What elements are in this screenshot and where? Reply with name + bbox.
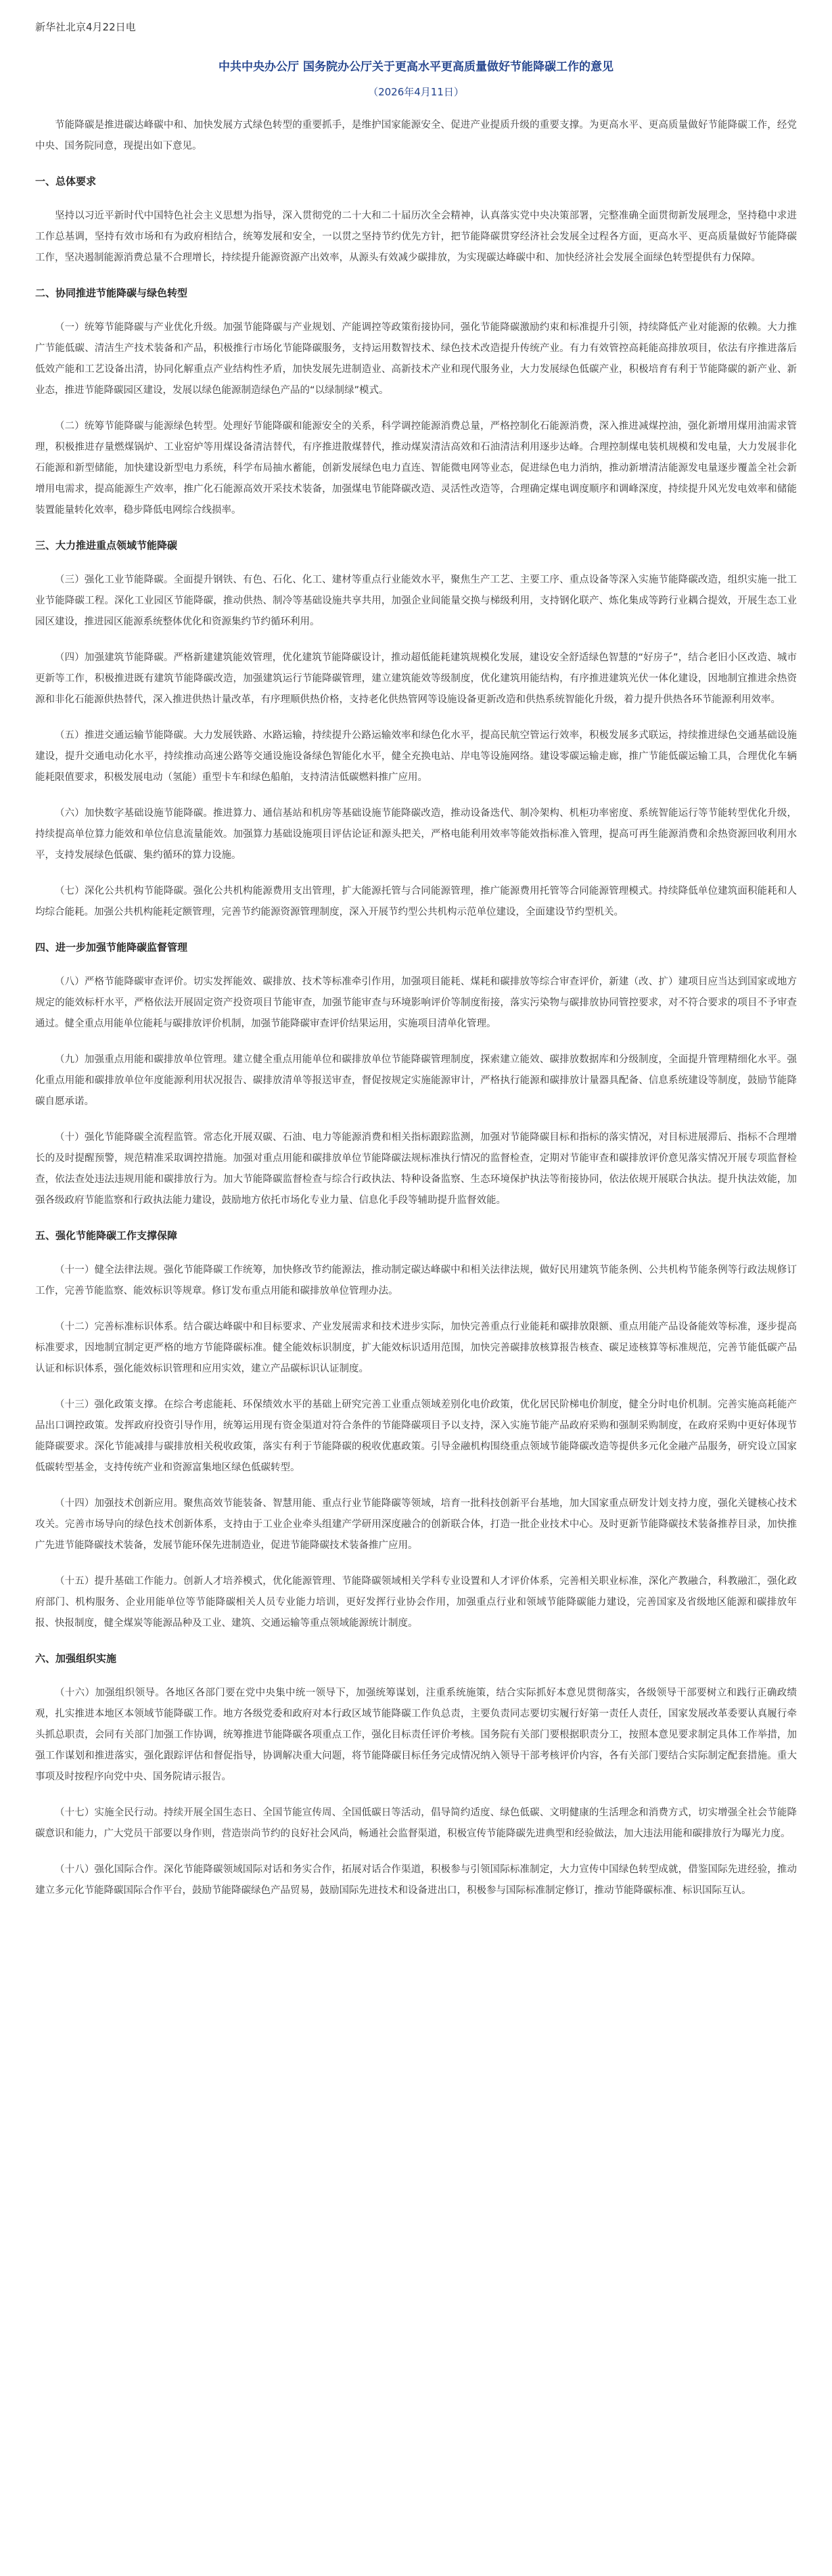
body-paragraph: （十八）强化国际合作。深化节能降碳领域国际对话和务实合作，拓展对话合作渠道，积极参与引领国际标准制定，大力宣传中国绿色转型成就，借鉴国际先进经验，推动建立多元化节能降碳国际合作平台，鼓励节能降碳绿色产品贸易，鼓励国际先进技术和设备进出口，积极参与国际标准制定修订，推动节能降碳标准、标识国际互认。 — [35, 1864, 797, 1896]
section-heading-support: 五、强化节能降碳工作支撑保障 — [35, 1229, 178, 1242]
body-paragraph: 坚持以习近平新时代中国特色社会主义思想为指导，深入贯彻党的二十大和二十届历次全会精神，认真落实党中央决策部署，完整准确全面贯彻新发展理念，坚持稳中求进工作总基调，坚持有效市场和有为政府相结合，统筹发展和安全，一以贯之坚持节约优先方针，把节能降碳贯穿经济社会发展全过程各方面，更高水平、更高质量做好节能降碳工作，坚决遏制能源消费总量不合理增长，持续提升能源资源产出效率，从源头有效减少碳排放，为实现碳达峰碳中和、加快经济社会发展全面绿色转型提供有力保障。 — [35, 210, 797, 263]
body-paragraph: （九）加强重点用能和碳排放单位管理。建立健全重点用能单位和碳排放单位节能降碳管理制度，探索建立能效、碳排放数据库和分级制度，全面提升管理精细化水平。强化重点用能和碳排放单位年度能源利用状况报告、碳排放清单等报送审查，督促按规定实施能源审计，严格执行能源和碳排放计量器具配备、信息系统建设等制度，鼓励节能降碳自愿承诺。 — [35, 1054, 797, 1107]
document-date: （2026年4月11日） — [368, 86, 464, 98]
body-paragraph: （一）统筹节能降碳与产业优化升级。加强节能降碳与产业规划、产能调控等政策衔接协同，强化节能降碳激励约束和标准提升引领，持续降低产业对能源的依赖。大力推广节能低碳、清洁生产技术装备和产品，积极推行市场化节能降碳服务，支持运用数智技术、绿色技术改造提升传统产业。有力有效管控高耗能高排放项目，依法有序推进落后低效产能和工艺设备出清，协同化解重点产业结构性矛盾，加快发展先进制造业、高新技术产业和现代服务业，大力发展绿色低碳产业，积极培育有利于节能降碳的新产业、新业态，推进节能降碳园区建设，发展以绿色能源制造绿色产品的“以绿制绿”模式。 — [35, 322, 797, 396]
document-title: 中共中央办公厅 国务院办公厅关于更高水平更高质量做好节能降碳工作的意见 — [218, 60, 614, 74]
body-paragraph: （八）严格节能降碳审查评价。切实发挥能效、碳排放、技术等标准牵引作用，加强项目能耗、煤耗和碳排放等综合审查评价，新建（改、扩）建项目应当达到国家或地方规定的能效标杆水平，严格依法开展固定资产投资项目节能审查，加强节能审查与环境影响评价等制度衔接，落实污染物与碳排放协同管控要求，对不符合要求的项目不予审查通过。健全重点用能单位能耗与碳排放评价机制，加强节能降碳审查评价结果运用，实施项目清单化管理。 — [35, 976, 797, 1029]
body-paragraph: （十）强化节能降碳全流程监管。常态化开展双碳、石油、电力等能源消费和相关指标跟踪监测，加强对节能降碳目标和指标的落实情况，对目标进展滞后、指标不合理增长的及时提醒预警，规范精准采取调控措施。加强对重点用能和碳排放单位节能降碳法规标准执行情况的监督检查，定期对节能审查和碳排放评价意见落实情况开展专项监督检查，依法查处违法违规用能和碳排放行为。加大节能降碳监督检查与综合行政执法、特种设备监察、生态环境保护执法等衔接协同，依法依规开展联合执法。提升执法效能，加强各级政府节能监察和行政执法能力建设，鼓励地方依托市场化专业力量、信息化手段等辅助提升监督效能。 — [35, 1132, 797, 1206]
section-heading-supervision: 四、进一步加强节能降碳监督管理 — [35, 941, 188, 953]
body-paragraph: （二）统筹节能降碳与能源绿色转型。处理好节能降碳和能源安全的关系，科学调控能源消费总量，严格控制化石能源消费，深入推进减煤控油，强化新增用煤用油需求管理，积极推进存量燃煤锅炉、工业窑炉等用煤设备清洁替代，有序推进散煤替代，推动煤炭清洁高效和石油清洁利用逐步达峰。合理控制煤电装机规模和发电量，大力发展非化石能源和新型储能，加快建设新型电力系统，科学布局抽水蓄能，创新发展绿色电力直连、智能微电网等业态，促进绿色电力消纳，推动新增清洁能源发电量逐步覆盖全社会新增用电需求，提高能源生产效率，推广化石能源高效开采技术装备，加强煤电节能降碳改造、灵活性改造等，合理确定煤电调度顺序和调峰深度，持续提升风光发电效率和储能装置能量转化效率，稳步降低电网综合线损率。 — [35, 421, 797, 516]
body-paragraph: （十五）提升基础工作能力。创新人才培养模式，优化能源管理、节能降碳领域相关学科专业设置和人才评价体系，完善相关职业标准，深化产教融合，科教融汇，强化政府部门、机构服务、企业用能单位等节能降碳相关人员专业能力培训，更好发挥行业协会作用，加强重点行业和领域节能降碳能力建设，完善国家及省级地区能源和碳排放年报、快报制度，健全煤炭等能源品种及工业、建筑、交通运输等重点领域能源统计制度。 — [35, 1576, 797, 1629]
body-paragraph: （七）深化公共机构节能降碳。强化公共机构能源费用支出管理，扩大能源托管与合同能源管理，推广能源费用托管等合同能源管理模式。持续降低单位建筑面积能耗和人均综合能耗。加强公共机构能耗定额管理，完善节约能源资源管理制度，深入开展节约型公共机构示范单位建设，全面建设节约型机关。 — [35, 886, 797, 918]
body-paragraph: （六）加快数字基础设施节能降碳。推进算力、通信基站和机房等基础设施节能降碳改造，推动设备迭代、制冷架构、机柜功率密度、系统智能运行等节能转型优化升级，持续提高单位算力能效和单位信息流量能效。加强算力基础设施项目评估论证和源头把关，严格电能利用效率等能效指标准入管理，提高可再生能源消费和余热资源回收利用水平，支持发展绿色低碳、集约循环的算力设施。 — [35, 808, 797, 861]
section-heading-implementation: 六、加强组织实施 — [35, 1652, 117, 1665]
dateline: 新华社北京4月22日电 — [35, 21, 136, 33]
body-paragraph: （四）加强建筑节能降碳。严格新建建筑能效管理，优化建筑节能降碳设计，推动超低能耗建筑规模化发展，建设安全舒适绿色智慧的“好房子”，结合老旧小区改造、城市更新等工作，积极推进既有建筑节能降碳改造，加强建筑运行节能降碳管理，建立建筑能效等级制度，优化建筑用能结构，有序推进建筑光伏一体化建设，因地制宜推进余热资源和非化石能源供热替代，深入推进供热计量改革，有序理顺供热价格，支持老化供热管网等设施设备更新改造和供热系统智能化升级，着力提升供热各环节能源利用效率。 — [35, 652, 797, 705]
body-paragraph: （十四）加强技术创新应用。聚焦高效节能装备、智慧用能、重点行业节能降碳等领域，培育一批科技创新平台基地，加大国家重点研发计划支持力度，强化关键核心技术攻关。完善市场导向的绿色技术创新体系，支持由于工业企业牵头组建产学研用深度融合的创新联合体，打造一批企业技术中心。及时更新节能降碳技术装备推荐目录，加快推广先进节能降碳技术装备，发展节能环保先进制造业，促进节能降碳技术装备推广应用。 — [35, 1498, 797, 1551]
body-paragraph: （十六）加强组织领导。各地区各部门要在党中央集中统一领导下，加强统筹谋划，注重系统施策，结合实际抓好本意见贯彻落实，各级领导干部要树立和践行正确政绩观，扎实推进本地区本领域节能降碳工作。地方各级党委和政府对本行政区域节能降碳工作负总责，主要负责同志要切实履行好第一责任人责任，国家发展改革委要认真履行牵头抓总职责，会同有关部门加强工作协调，统筹推进节能降碳各项重点工作，强化目标责任评价考核。国务院有关部门要根据职责分工，按照本意见要求制定具体工作举措，加强工作谋划和推进落实，强化跟踪评估和督促指导，协调解决重大问题，将节能降碳目标任务完成情况纳入领导干部考核评价内容，各有关部门要结合实际制定配套措施。重大事项及时按程序向党中央、国务院请示报告。 — [35, 1688, 797, 1782]
body-paragraph: （十二）完善标准标识体系。结合碳达峰碳中和目标要求、产业发展需求和技术进步实际，加快完善重点行业能耗和碳排放限额、重点用能产品设备能效等标准，逐步提高标准要求，因地制宜制定更严格的地方节能降碳标准。健全能效标识制度，扩大能效标识适用范围，加快完善碳排放核算报告核查、碳足迹核算等标准规范，完善节能低碳产品认证和标识体系，强化能效标识管理和应用实效，建立产品碳标识认证制度。 — [35, 1321, 797, 1374]
section-heading-coordinated-transition: 二、协同推进节能降碳与绿色转型 — [35, 287, 188, 299]
body-paragraph: （十一）健全法律法规。强化节能降碳工作统筹，加快修改节约能源法，推动制定碳达峰碳中和相关法律法规，做好民用建筑节能条例、公共机构节能条例等行政法规修订工作，完善节能监察、能效标识等规章。修订发布重点用能和碳排放单位管理办法。 — [35, 1265, 797, 1296]
body-paragraph: （五）推进交通运输节能降碳。大力发展铁路、水路运输，持续提升公路运输效率和绿色化水平，提高民航空管运行效率，积极发展多式联运，持续推进绿色交通基础设施建设，提升交通电动化水平，持续推动高速公路等交通设施设备绿色智能化水平，健全充换电站、岸电等设施网络。建设零碳运输走廊，推广节能低碳运输工具，合理优化车辆能耗限值要求，积极发展电动（氢能）重型卡车和绿色船舶，支持清洁低碳燃料推广应用。 — [35, 730, 797, 783]
body-paragraph: （三）强化工业节能降碳。全面提升钢铁、有色、石化、化工、建材等重点行业能效水平，聚焦生产工艺、主要工序、重点设备等深入实施节能降碳改造，组织实施一批工业节能降碳工程。深化工业园区节能降碳，推动供热、制冷等基础设施共享共用，加强企业间能量交换与梯级利用，支持钢化联产、炼化集成等跨行业耦合提效，开展生态工业园区建设，推进园区能源系统整体优化和资源集约节约循环利用。 — [35, 574, 797, 627]
section-heading-general-requirements: 一、总体要求 — [35, 175, 97, 187]
body-paragraph: （十三）强化政策支撑。在综合考虑能耗、环保绩效水平的基础上研究完善工业重点领域差别化电价政策，优化居民阶梯电价制度，健全分时电价机制。完善实施高耗能产品出口调控政策。发挥政府投资引导作用，统筹运用现有资金渠道对符合条件的节能降碳项目予以支持，深入实施节能产品政府采购和强制采购制度，在政府采购中更好体现节能降碳要求。深化节能减排与碳排放相关税收政策，落实有利于节能降碳的税收优惠政策。引导金融机构围绕重点领域节能降碳改造等提供多元化金融产品服务，研究设立国家低碳转型基金，支持传统产业和资源富集地区绿色低碳转型。 — [35, 1399, 797, 1473]
section-heading-key-fields: 三、大力推进重点领域节能降碳 — [35, 539, 178, 551]
intro-paragraph: 节能降碳是推进碳达峰碳中和、加快发展方式绿色转型的重要抓手，是维护国家能源安全、促进产业提质升级的重要支撑。为更高水平、更高质量做好节能降碳工作，经党中央、国务院同意，现提出如下意见。 — [35, 120, 797, 152]
body-paragraph: （十七）实施全民行动。持续开展全国生态日、全国节能宣传周、全国低碳日等活动，倡导简约适度、绿色低碳、文明健康的生活理念和消费方式，切实增强全社会节能降碳意识和能力，广大党员干部要以身作则，营造崇尚节约的良好社会风尚，畅通社会监督渠道，积极宣传节能降碳先进典型和经验做法，加大违法用能和碳排放行为曝光力度。 — [35, 1807, 797, 1839]
